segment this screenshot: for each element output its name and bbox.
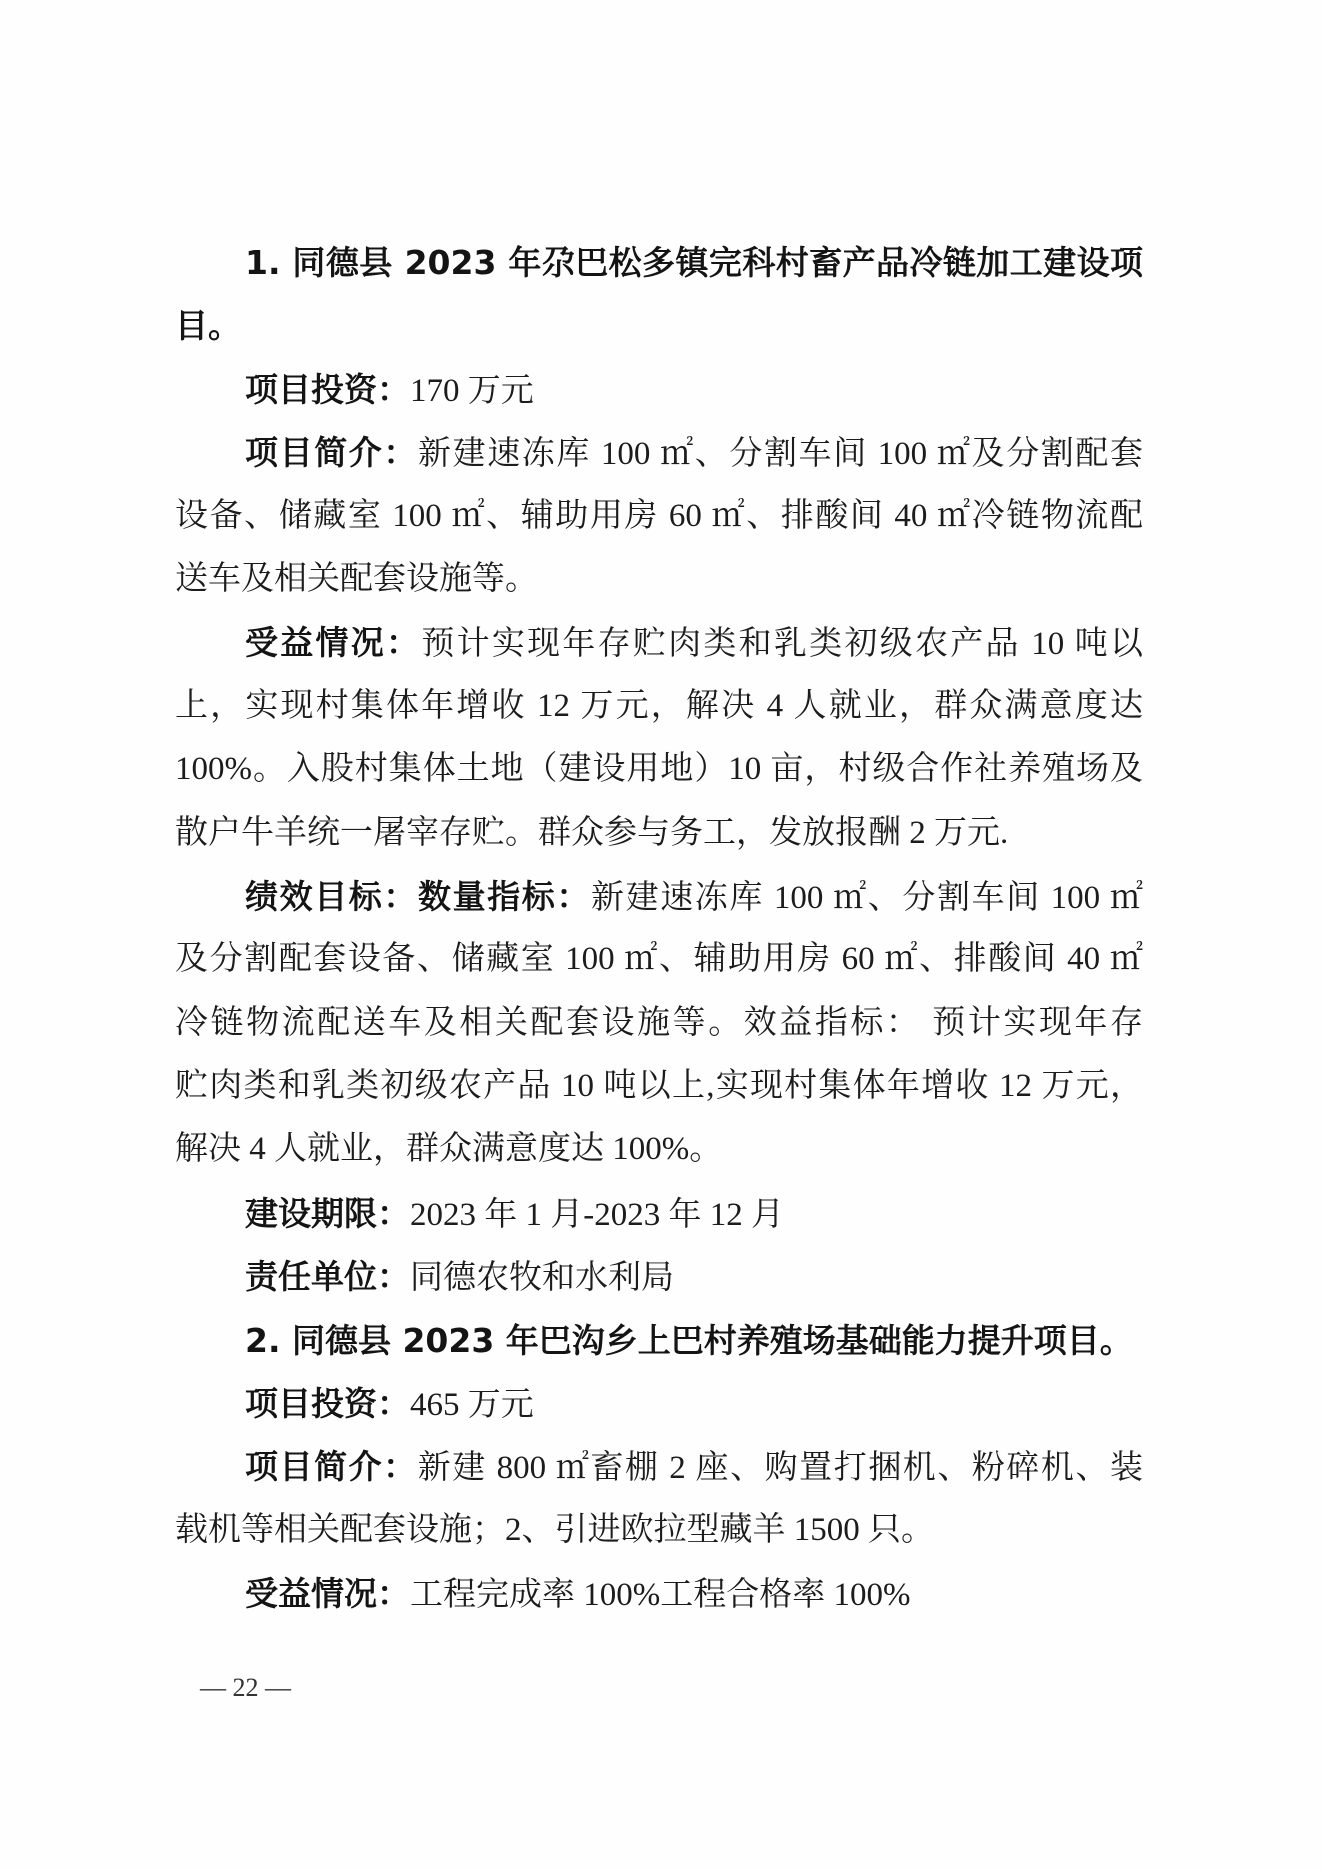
project1-investment xyxy=(175,358,1143,421)
project1-performance-line-3: 冷链物流配送车及相关配套设施等。效益指标： 预计实现年存 xyxy=(175,1004,1143,1041)
project1-benefit-line-3: 100%。入股村集体土地（建设用地）10 亩，村级合作社养殖场及 xyxy=(175,751,1143,788)
project1-period xyxy=(175,1182,1143,1245)
project1-performance-line-1 xyxy=(175,865,1143,928)
project2-investment-value: 465 万元 xyxy=(410,1387,534,1424)
project1-unit-value: 同德农牧和水利局 xyxy=(410,1260,674,1297)
project2-intro-text: 新建 800 ㎡畜棚 2 座、购置打捆机、粉碎机、装 xyxy=(417,1450,1143,1487)
project1-benefit-label: 受益情况： xyxy=(245,623,422,663)
page-number: — 22 — xyxy=(200,1673,291,1702)
project2-benefit-label: 受益情况： xyxy=(245,1574,410,1614)
project1-unit xyxy=(175,1245,1143,1308)
project1-benefit-line-4: 散户牛羊统一屠宰存贮。群众参与务工，发放报酬 2 万元. xyxy=(175,814,1009,851)
document-body xyxy=(175,231,1143,1626)
project1-title-line-1: 1. 同德县 2023 年尕巴松多镇完科村畜产品冷链加工建设项 xyxy=(245,243,1143,282)
project1-performance-label: 绩效目标：数量指标： xyxy=(245,876,591,916)
project1-period-value: 2023 年 1 月-2023 年 12 月 xyxy=(410,1196,784,1233)
project1-performance-text: 新建速冻库 100 ㎡、分割车间 100 ㎡ xyxy=(591,879,1143,916)
project2-benefit xyxy=(175,1562,1143,1625)
project1-unit-label: 责任单位： xyxy=(245,1257,410,1297)
project1-investment-label: 项目投资： xyxy=(245,369,410,409)
project1-benefit-text: 预计实现年存贮肉类和乳类初级农产品 10 吨以 xyxy=(421,626,1143,663)
project1-period-label: 建设期限： xyxy=(245,1193,410,1233)
project2-investment xyxy=(175,1372,1143,1435)
project1-investment-value: 170 万元 xyxy=(410,372,534,409)
project2-benefit-value: 工程完成率 100%工程合格率 100% xyxy=(410,1577,911,1614)
project1-intro-line-1 xyxy=(175,421,1143,484)
project2-title: 2. 同德县 2023 年巴沟乡上巴村养殖场基础能力提升项目。 xyxy=(245,1320,1133,1360)
project2-intro-line-2: 载机等相关配套设施；2、引进欧拉型藏羊 1500 只。 xyxy=(175,1511,934,1548)
project2-intro-line-1 xyxy=(175,1435,1143,1498)
project1-intro-line-3: 送车及相关配套设施等。 xyxy=(175,560,538,597)
project1-title-line-2: 目。 xyxy=(175,306,241,346)
project2-intro-label: 项目简介： xyxy=(245,1447,418,1487)
project1-intro-line-2: 设备、储藏室 100 ㎡、辅助用房 60 ㎡、排酸间 40 ㎡冷链物流配 xyxy=(175,497,1143,534)
project1-performance-line-2: 及分割配套设备、储藏室 100 ㎡、辅助用房 60 ㎡、排酸间 40 ㎡ xyxy=(175,941,1143,978)
project1-performance-line-4: 贮肉类和乳类初级农产品 10 吨以上,实现村集体年增收 12 万元， xyxy=(175,1068,1143,1105)
project1-benefit-line-2: 上，实现村集体年增收 12 万元，解决 4 人就业，群众满意度达 xyxy=(175,687,1143,724)
project1-intro-label: 项目简介： xyxy=(245,433,418,473)
project1-performance-line-5: 解决 4 人就业，群众满意度达 100%。 xyxy=(175,1131,723,1168)
project1-benefit-line-1 xyxy=(175,611,1143,674)
project1-intro-text: 新建速冻库 100 ㎡、分割车间 100 ㎡及分割配套 xyxy=(418,436,1143,473)
project2-investment-label: 项目投资： xyxy=(245,1384,410,1424)
